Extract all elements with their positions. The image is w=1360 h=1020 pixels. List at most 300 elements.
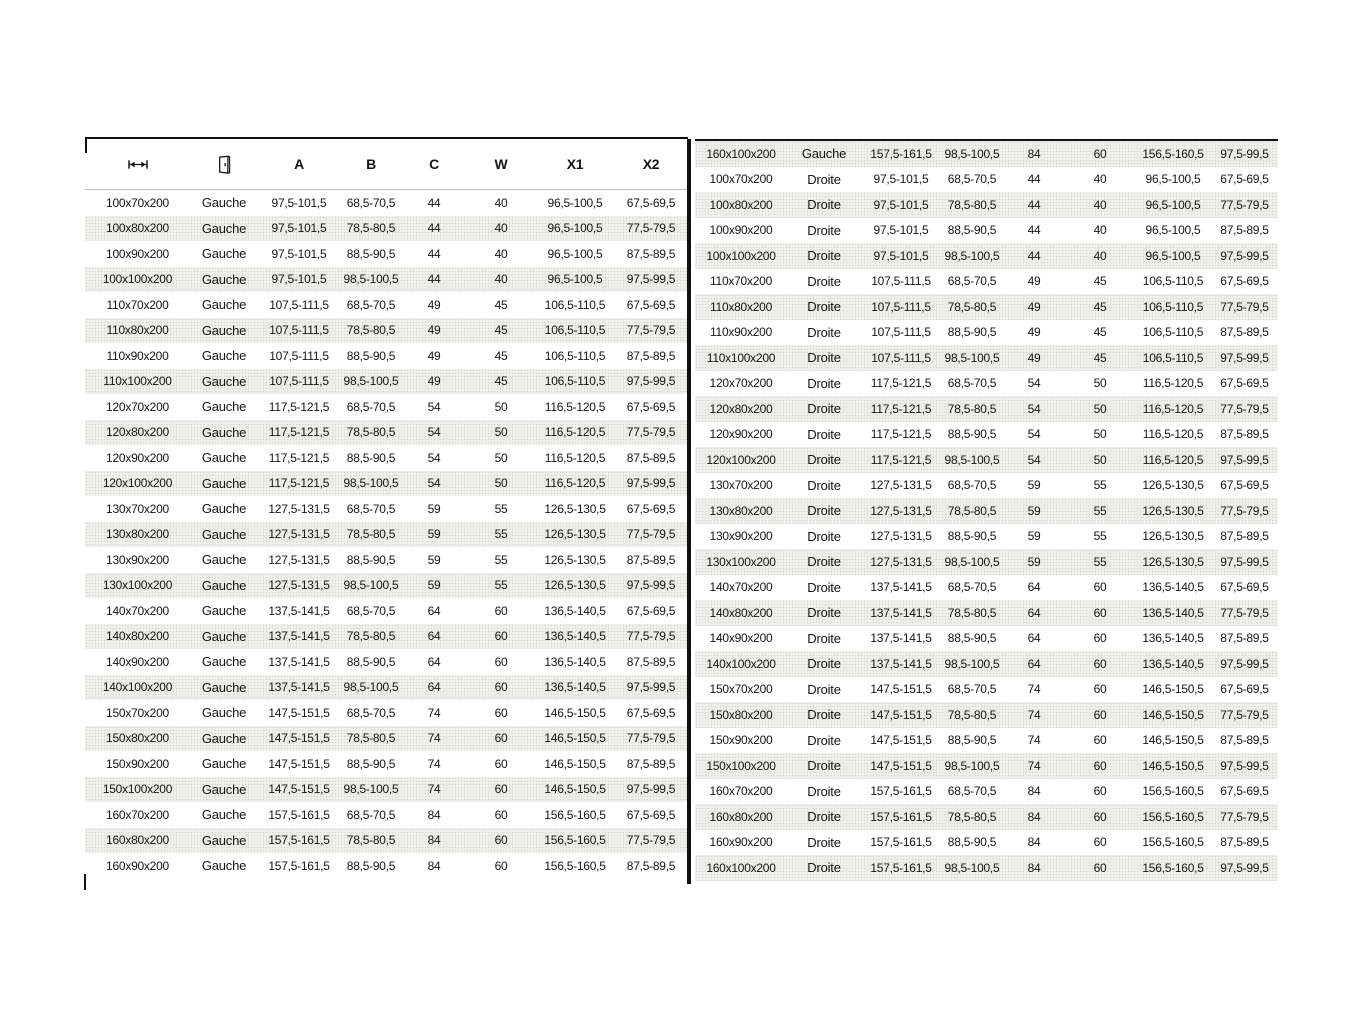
a-cell: 137,5-141,5 xyxy=(870,605,932,620)
a-cell: 147,5-151,5 xyxy=(268,782,330,797)
a-cell: 107,5-111,5 xyxy=(871,274,931,289)
side-cell: Gauche xyxy=(201,220,247,236)
c-cell: 54 xyxy=(427,450,441,465)
c-cell: 64 xyxy=(1027,656,1041,671)
a-cell: 97,5-101,5 xyxy=(873,223,929,238)
table-row xyxy=(695,498,1278,524)
x2-cell: 77,5-79,5 xyxy=(1220,401,1269,416)
table-row xyxy=(85,369,688,395)
c-cell: 64 xyxy=(1027,580,1041,595)
b-cell: 88,5-90,5 xyxy=(346,246,396,261)
x1-cell: 146,5-150,5 xyxy=(544,731,606,746)
x1-cell: 146,5-150,5 xyxy=(1142,758,1204,773)
side-cell: Droite xyxy=(807,630,841,646)
c-cell: 54 xyxy=(1027,452,1041,467)
b-cell: 78,5-80,5 xyxy=(346,323,396,338)
table-row xyxy=(695,626,1278,652)
size-cell: 150x80x200 xyxy=(709,707,773,722)
x2-cell: 77,5-79,5 xyxy=(626,731,676,746)
c-cell: 49 xyxy=(1027,325,1041,340)
w-cell: 55 xyxy=(1093,554,1107,569)
side-cell: Droite xyxy=(807,834,841,850)
c-cell: 59 xyxy=(1027,529,1041,544)
x2-cell: 97,5-99,5 xyxy=(1220,656,1269,671)
b-cell: 68,5-70,5 xyxy=(346,399,396,414)
a-cell: 137,5-141,5 xyxy=(870,580,932,595)
x2-cell: 87,5-89,5 xyxy=(626,348,676,363)
x2-cell: 67,5-69,5 xyxy=(1220,172,1269,187)
x2-cell: 97,5-99,5 xyxy=(1220,248,1269,263)
w-cell: 40 xyxy=(494,195,508,210)
size-cell: 100x100x200 xyxy=(706,248,776,263)
x1-cell: 116,5-120,5 xyxy=(544,450,606,465)
x2-cell: 67,5-69,5 xyxy=(626,297,676,312)
size-cell: 140x80x200 xyxy=(106,629,169,644)
size-cell: 140x90x200 xyxy=(709,631,773,646)
x2-cell: 77,5-79,5 xyxy=(1220,605,1269,620)
b-cell: 88,5-90,5 xyxy=(947,529,997,544)
c-cell: 44 xyxy=(427,195,441,210)
b-cell: 98,5-100,5 xyxy=(944,146,1000,161)
table-row xyxy=(85,726,688,752)
c-cell: 74 xyxy=(1027,733,1041,748)
side-cell: Droite xyxy=(807,452,841,468)
side-cell: Gauche xyxy=(201,271,247,287)
side-cell: Droite xyxy=(807,299,841,315)
b-cell: 78,5-80,5 xyxy=(346,221,396,236)
a-cell: 137,5-141,5 xyxy=(268,680,330,695)
c-cell: 49 xyxy=(1027,350,1041,365)
x2-cell: 77,5-79,5 xyxy=(626,425,676,440)
size-cell: 150x90x200 xyxy=(709,733,773,748)
table-row xyxy=(85,471,688,497)
a-cell: 147,5-151,5 xyxy=(870,733,932,748)
x2-cell: 87,5-89,5 xyxy=(1220,427,1269,442)
x1-cell: 156,5-160,5 xyxy=(1142,809,1204,824)
w-cell: 60 xyxy=(494,705,508,720)
a-cell: 137,5-141,5 xyxy=(268,654,330,669)
x1-cell: 106,5-110,5 xyxy=(1142,274,1204,289)
x1-cell: 96,5-100,5 xyxy=(547,195,603,210)
w-cell: 60 xyxy=(494,680,508,695)
w-cell: 45 xyxy=(1093,274,1107,289)
size-cell: 140x70x200 xyxy=(106,603,169,618)
x2-cell: 87,5-89,5 xyxy=(1220,733,1269,748)
size-cell: 130x100x200 xyxy=(102,578,173,593)
x2-cell: 87,5-89,5 xyxy=(1220,631,1269,646)
x1-cell: 136,5-140,5 xyxy=(544,603,606,618)
size-cell: 100x90x200 xyxy=(709,223,773,238)
dimensions-table-left xyxy=(85,137,688,879)
a-cell: 107,5-111,5 xyxy=(269,348,329,363)
c-cell: 44 xyxy=(1027,248,1041,263)
table-row xyxy=(85,394,688,420)
x1-cell: 126,5-130,5 xyxy=(1142,478,1204,493)
table-row xyxy=(85,700,688,726)
x1-cell: 156,5-160,5 xyxy=(1142,784,1204,799)
c-cell: 74 xyxy=(427,756,441,771)
x2-cell: 97,5-99,5 xyxy=(1220,860,1269,875)
side-cell: Droite xyxy=(807,222,841,238)
side-cell: Gauche xyxy=(201,373,247,389)
w-cell: 60 xyxy=(494,731,508,746)
size-cell: 160x100x200 xyxy=(706,146,776,161)
x1-cell: 156,5-160,5 xyxy=(1142,146,1204,161)
table-row xyxy=(695,702,1278,728)
column-header-a: A xyxy=(294,156,304,172)
x1-cell: 116,5-120,5 xyxy=(1142,427,1204,442)
b-cell: 68,5-70,5 xyxy=(346,603,396,618)
x2-cell: 97,5-99,5 xyxy=(626,680,676,695)
size-cell: 110x70x200 xyxy=(106,297,169,312)
c-cell: 54 xyxy=(1027,427,1041,442)
x1-cell: 106,5-110,5 xyxy=(544,374,606,389)
table-row xyxy=(85,598,688,624)
size-cell: 160x70x200 xyxy=(106,807,169,822)
table-row xyxy=(85,802,688,828)
size-cell: 160x90x200 xyxy=(709,835,773,850)
x1-cell: 96,5-100,5 xyxy=(1145,197,1201,212)
size-cell: 140x70x200 xyxy=(709,580,773,595)
table-row xyxy=(695,753,1278,779)
size-cell: 130x70x200 xyxy=(106,501,169,516)
w-cell: 45 xyxy=(494,374,508,389)
c-cell: 84 xyxy=(1027,809,1041,824)
size-cell: 130x70x200 xyxy=(709,478,773,493)
a-cell: 117,5-121,5 xyxy=(268,450,330,465)
a-cell: 117,5-121,5 xyxy=(870,401,932,416)
x2-cell: 87,5-89,5 xyxy=(626,552,676,567)
w-cell: 45 xyxy=(1093,325,1107,340)
c-cell: 64 xyxy=(1027,631,1041,646)
x2-cell: 97,5-99,5 xyxy=(626,578,676,593)
x1-cell: 146,5-150,5 xyxy=(1142,707,1204,722)
table-row xyxy=(695,396,1278,422)
size-cell: 140x100x200 xyxy=(102,680,173,695)
x2-cell: 67,5-69,5 xyxy=(1220,376,1269,391)
w-cell: 55 xyxy=(1093,503,1107,518)
side-cell: Gauche xyxy=(201,297,247,313)
c-cell: 44 xyxy=(1027,223,1041,238)
table-row xyxy=(85,190,688,216)
column-header-c: C xyxy=(429,156,439,172)
w-cell: 60 xyxy=(1093,605,1107,620)
c-cell: 49 xyxy=(1027,274,1041,289)
table-row xyxy=(85,267,688,293)
size-cell: 120x80x200 xyxy=(709,401,773,416)
side-cell: Gauche xyxy=(201,781,247,797)
b-cell: 98,5-100,5 xyxy=(343,578,399,593)
table-row xyxy=(695,371,1278,397)
table-row xyxy=(85,649,688,675)
x2-cell: 97,5-99,5 xyxy=(1220,554,1269,569)
x2-cell: 97,5-99,5 xyxy=(626,374,676,389)
table-row xyxy=(695,192,1278,218)
x2-cell: 67,5-69,5 xyxy=(626,501,676,516)
side-cell: Gauche xyxy=(201,577,247,593)
table-left-border-mark-top xyxy=(85,137,87,153)
b-cell: 88,5-90,5 xyxy=(947,835,997,850)
b-cell: 68,5-70,5 xyxy=(947,376,997,391)
x2-cell: 97,5-99,5 xyxy=(1220,452,1269,467)
w-cell: 60 xyxy=(1093,835,1107,850)
table-row xyxy=(695,243,1278,269)
b-cell: 88,5-90,5 xyxy=(947,427,997,442)
c-cell: 59 xyxy=(1027,503,1041,518)
size-cell: 120x90x200 xyxy=(709,427,773,442)
w-cell: 60 xyxy=(1093,580,1107,595)
size-cell: 100x70x200 xyxy=(106,195,169,210)
a-cell: 157,5-161,5 xyxy=(870,146,932,161)
side-cell: Droite xyxy=(807,426,841,442)
b-cell: 68,5-70,5 xyxy=(947,172,997,187)
w-cell: 45 xyxy=(494,323,508,338)
size-cell: 100x80x200 xyxy=(106,221,169,236)
x2-cell: 67,5-69,5 xyxy=(626,705,676,720)
c-cell: 64 xyxy=(427,654,441,669)
c-cell: 74 xyxy=(427,731,441,746)
a-cell: 157,5-161,5 xyxy=(268,807,330,822)
size-cell: 120x70x200 xyxy=(106,399,169,414)
w-cell: 45 xyxy=(1093,299,1107,314)
w-cell: 60 xyxy=(1093,146,1107,161)
x1-cell: 136,5-140,5 xyxy=(1142,631,1204,646)
c-cell: 44 xyxy=(427,246,441,261)
c-cell: 59 xyxy=(1027,554,1041,569)
size-cell: 130x90x200 xyxy=(709,529,773,544)
table-row xyxy=(695,218,1278,244)
b-cell: 88,5-90,5 xyxy=(346,858,396,873)
b-cell: 88,5-90,5 xyxy=(346,450,396,465)
b-cell: 78,5-80,5 xyxy=(947,401,997,416)
size-cell: 110x100x200 xyxy=(103,374,172,389)
side-cell: Gauche xyxy=(801,146,847,162)
c-cell: 64 xyxy=(1027,605,1041,620)
x2-cell: 97,5-99,5 xyxy=(626,272,676,287)
b-cell: 78,5-80,5 xyxy=(947,299,997,314)
w-cell: 60 xyxy=(494,629,508,644)
b-cell: 88,5-90,5 xyxy=(947,733,997,748)
x2-cell: 87,5-89,5 xyxy=(626,858,676,873)
side-cell: Gauche xyxy=(201,348,247,364)
size-cell: 110x90x200 xyxy=(710,325,772,340)
size-cell: 150x100x200 xyxy=(102,782,173,797)
size-cell: 160x90x200 xyxy=(106,858,169,873)
a-cell: 97,5-101,5 xyxy=(873,172,929,187)
c-cell: 49 xyxy=(1027,299,1041,314)
c-cell: 54 xyxy=(427,476,441,491)
a-cell: 97,5-101,5 xyxy=(873,248,929,263)
c-cell: 64 xyxy=(427,629,441,644)
size-cell: 100x70x200 xyxy=(709,172,773,187)
x1-cell: 106,5-110,5 xyxy=(1142,350,1204,365)
b-cell: 98,5-100,5 xyxy=(944,758,1000,773)
a-cell: 137,5-141,5 xyxy=(268,629,330,644)
x1-cell: 146,5-150,5 xyxy=(544,705,606,720)
x1-cell: 136,5-140,5 xyxy=(544,629,606,644)
size-cell: 120x100x200 xyxy=(706,452,776,467)
x2-cell: 87,5-89,5 xyxy=(1220,835,1269,850)
w-cell: 60 xyxy=(1093,656,1107,671)
table-row xyxy=(695,345,1278,371)
table-row xyxy=(85,241,688,267)
table-row xyxy=(695,141,1278,167)
w-cell: 40 xyxy=(1093,223,1107,238)
x1-cell: 116,5-120,5 xyxy=(544,399,606,414)
a-cell: 157,5-161,5 xyxy=(268,833,330,848)
table-row xyxy=(695,575,1278,601)
size-cell: 150x90x200 xyxy=(106,756,169,771)
x2-cell: 97,5-99,5 xyxy=(1220,758,1269,773)
c-cell: 49 xyxy=(427,323,441,338)
x1-cell: 146,5-150,5 xyxy=(544,756,606,771)
w-cell: 60 xyxy=(494,756,508,771)
table-row xyxy=(695,294,1278,320)
x1-cell: 96,5-100,5 xyxy=(1145,172,1201,187)
x1-cell: 96,5-100,5 xyxy=(547,246,603,261)
a-cell: 107,5-111,5 xyxy=(871,325,931,340)
b-cell: 98,5-100,5 xyxy=(343,782,399,797)
c-cell: 49 xyxy=(427,374,441,389)
size-cell: 160x80x200 xyxy=(709,809,773,824)
c-cell: 44 xyxy=(1027,172,1041,187)
x1-cell: 106,5-110,5 xyxy=(1142,325,1204,340)
a-cell: 107,5-111,5 xyxy=(269,374,329,389)
c-cell: 59 xyxy=(427,527,441,542)
x1-cell: 96,5-100,5 xyxy=(547,221,603,236)
x2-cell: 77,5-79,5 xyxy=(1220,503,1269,518)
column-header-x1: X1 xyxy=(566,156,584,172)
a-cell: 157,5-161,5 xyxy=(870,860,932,875)
a-cell: 147,5-151,5 xyxy=(870,682,932,697)
x1-cell: 96,5-100,5 xyxy=(1145,223,1201,238)
a-cell: 157,5-161,5 xyxy=(268,858,330,873)
c-cell: 44 xyxy=(427,221,441,236)
side-cell: Droite xyxy=(807,503,841,519)
x2-cell: 77,5-79,5 xyxy=(626,323,676,338)
c-cell: 59 xyxy=(427,552,441,567)
c-cell: 84 xyxy=(1027,146,1041,161)
table-row xyxy=(695,677,1278,703)
b-cell: 78,5-80,5 xyxy=(947,197,997,212)
w-cell: 50 xyxy=(1093,452,1107,467)
size-cell: 150x70x200 xyxy=(709,682,773,697)
x2-cell: 87,5-89,5 xyxy=(1220,529,1269,544)
a-cell: 117,5-121,5 xyxy=(870,452,932,467)
c-cell: 59 xyxy=(427,501,441,516)
table-left-border-mark-bottom xyxy=(84,874,86,890)
w-cell: 55 xyxy=(1093,529,1107,544)
x2-cell: 77,5-79,5 xyxy=(626,629,676,644)
x1-cell: 116,5-120,5 xyxy=(544,476,606,491)
side-cell: Gauche xyxy=(201,475,247,491)
w-cell: 50 xyxy=(494,450,508,465)
b-cell: 88,5-90,5 xyxy=(947,325,997,340)
column-header-w: W xyxy=(494,156,508,172)
b-cell: 68,5-70,5 xyxy=(947,682,997,697)
size-cell: 120x70x200 xyxy=(709,376,773,391)
c-cell: 74 xyxy=(1027,758,1041,773)
a-cell: 107,5-111,5 xyxy=(871,350,931,365)
x2-cell: 67,5-69,5 xyxy=(1220,682,1269,697)
size-cell: 100x90x200 xyxy=(106,246,169,261)
x2-cell: 67,5-69,5 xyxy=(1220,580,1269,595)
size-cell: 150x100x200 xyxy=(706,758,776,773)
size-cell: 130x100x200 xyxy=(706,554,776,569)
table-row xyxy=(695,855,1278,881)
x2-cell: 67,5-69,5 xyxy=(1220,274,1269,289)
dimensions-table-right xyxy=(695,139,1278,881)
side-cell: Gauche xyxy=(201,628,247,644)
table-row xyxy=(695,422,1278,448)
x1-cell: 106,5-110,5 xyxy=(544,348,606,363)
table-row xyxy=(85,573,688,599)
w-cell: 60 xyxy=(1093,860,1107,875)
x1-cell: 126,5-130,5 xyxy=(544,552,606,567)
w-cell: 40 xyxy=(494,221,508,236)
x2-cell: 87,5-89,5 xyxy=(626,654,676,669)
table-row xyxy=(695,167,1278,193)
x1-cell: 116,5-120,5 xyxy=(1142,401,1204,416)
b-cell: 68,5-70,5 xyxy=(947,784,997,799)
size-cell: 140x90x200 xyxy=(106,654,169,669)
b-cell: 68,5-70,5 xyxy=(346,501,396,516)
b-cell: 98,5-100,5 xyxy=(944,248,1000,263)
b-cell: 88,5-90,5 xyxy=(346,756,396,771)
a-cell: 147,5-151,5 xyxy=(268,756,330,771)
width-dimension-header-cell xyxy=(85,139,190,189)
w-cell: 45 xyxy=(1093,350,1107,365)
width-arrow-icon xyxy=(128,159,148,170)
x1-cell: 126,5-130,5 xyxy=(544,578,606,593)
w-cell: 50 xyxy=(494,425,508,440)
a-cell: 127,5-131,5 xyxy=(268,527,330,542)
w-cell: 60 xyxy=(1093,758,1107,773)
a-cell: 157,5-161,5 xyxy=(870,784,932,799)
x2-cell: 67,5-69,5 xyxy=(626,399,676,414)
b-cell: 88,5-90,5 xyxy=(947,223,997,238)
w-cell: 45 xyxy=(494,297,508,312)
w-cell: 50 xyxy=(494,476,508,491)
c-cell: 54 xyxy=(1027,401,1041,416)
a-cell: 107,5-111,5 xyxy=(871,299,931,314)
table-row xyxy=(695,549,1278,575)
side-cell: Droite xyxy=(807,350,841,366)
a-cell: 117,5-121,5 xyxy=(870,427,932,442)
x2-cell: 87,5-89,5 xyxy=(1220,223,1269,238)
b-cell: 78,5-80,5 xyxy=(346,731,396,746)
x1-cell: 136,5-140,5 xyxy=(544,654,606,669)
table-row xyxy=(695,651,1278,677)
x1-cell: 156,5-160,5 xyxy=(544,858,606,873)
w-cell: 60 xyxy=(1093,809,1107,824)
x2-cell: 97,5-99,5 xyxy=(626,476,676,491)
a-cell: 147,5-151,5 xyxy=(268,731,330,746)
table-row xyxy=(85,445,688,471)
side-cell: Droite xyxy=(807,707,841,723)
size-cell: 130x80x200 xyxy=(106,527,169,542)
w-cell: 60 xyxy=(494,807,508,822)
c-cell: 84 xyxy=(427,807,441,822)
x1-cell: 146,5-150,5 xyxy=(544,782,606,797)
side-cell: Droite xyxy=(807,477,841,493)
a-cell: 97,5-101,5 xyxy=(271,246,327,261)
x1-cell: 136,5-140,5 xyxy=(1142,605,1204,620)
b-cell: 88,5-90,5 xyxy=(346,348,396,363)
x1-cell: 156,5-160,5 xyxy=(1142,860,1204,875)
side-cell: Gauche xyxy=(201,424,247,440)
side-cell: Droite xyxy=(807,656,841,672)
